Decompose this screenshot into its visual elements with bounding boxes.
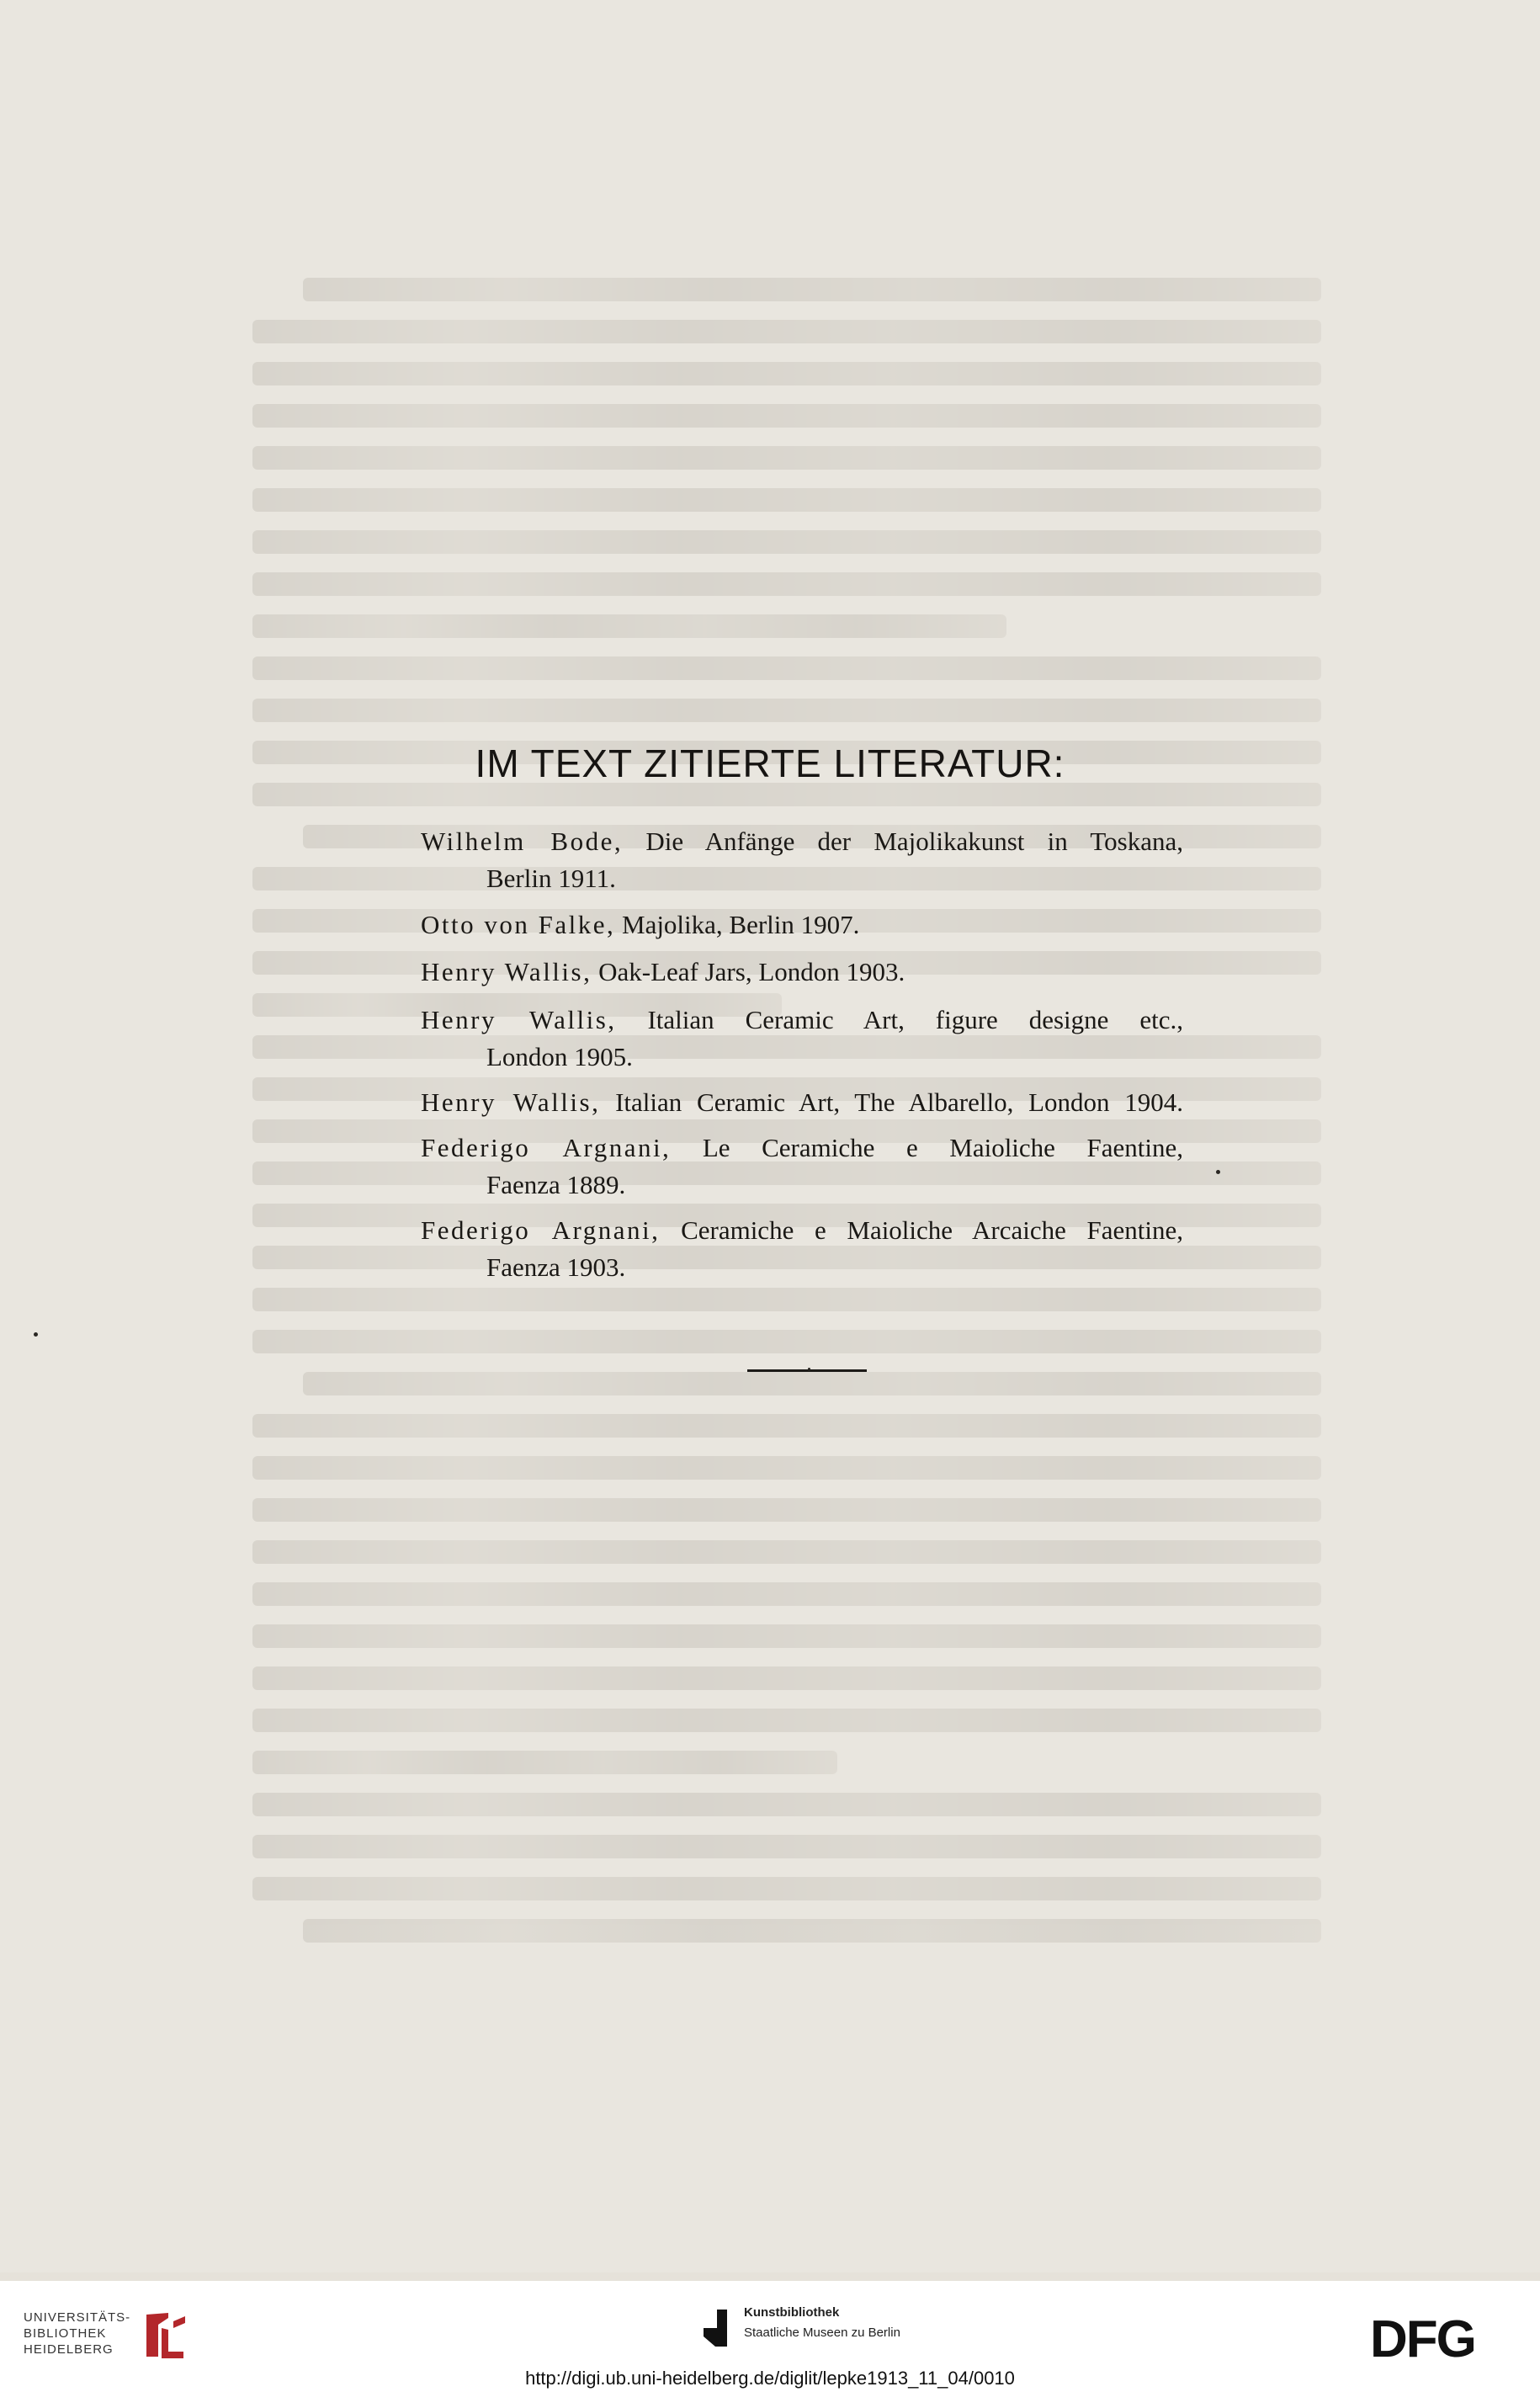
entry-title: Italian Ceramic Art, The Albarello, London 1904.	[615, 1087, 1183, 1117]
bleed-through-line	[252, 699, 1321, 722]
bleed-through-line	[252, 614, 1006, 638]
closing-rule	[747, 1369, 867, 1372]
entry-author: Otto von Falke,	[421, 910, 616, 939]
ub-heidelberg-logo-icon	[140, 2310, 190, 2362]
print-speck	[808, 1368, 810, 1370]
kunstbibliothek-subtitle: Staatliche Museen zu Berlin	[744, 2326, 900, 2340]
bleed-through-line	[252, 1582, 1321, 1606]
bleed-through-line	[252, 1709, 1321, 1732]
dfg-logo-text: DFG	[1370, 2313, 1475, 2362]
dfg-logo-icon[interactable]	[1370, 2313, 1518, 2362]
print-speck	[1216, 1170, 1220, 1174]
footer-bar	[0, 2281, 1540, 2392]
bleed-through-line	[252, 1835, 1321, 1858]
entry-title: Die Anfänge der Majolikakunst in Toskana,	[645, 827, 1183, 856]
bleed-through-line	[252, 572, 1321, 596]
entry-title: Le Ceramiche e Maioliche Faentine,	[702, 1133, 1183, 1162]
literature-entry	[421, 906, 1183, 944]
bleed-through-line	[252, 1877, 1321, 1900]
literature-entry	[421, 1212, 1183, 1286]
bleed-through-line	[252, 1624, 1321, 1648]
entry-author: Henry Wallis,	[421, 957, 592, 986]
entry-author: Wilhelm Bode,	[421, 827, 624, 856]
entry-title: Italian Ceramic Art, figure designe etc.,	[647, 1005, 1183, 1034]
bleed-through-text	[252, 278, 1321, 1978]
bleed-through-line	[252, 1666, 1321, 1690]
literature-entry	[421, 823, 1183, 897]
bleed-through-line	[252, 1540, 1321, 1564]
bleed-through-line	[252, 1498, 1321, 1522]
entry-continuation: Berlin 1911.	[486, 864, 616, 893]
entry-title: Ceramiche e Maioliche Arcaiche Faentine,	[681, 1215, 1183, 1245]
literature-entry	[421, 1002, 1183, 1076]
kunstbibliothek-logo-icon	[704, 2310, 734, 2347]
print-speck	[34, 1332, 38, 1337]
kunstbibliothek-logo[interactable]	[704, 2303, 956, 2353]
bleed-through-line	[252, 783, 1321, 806]
library-name-line: BIBLIOTHEK	[24, 2326, 107, 2341]
literature-entry	[421, 954, 1183, 991]
entry-continuation: London 1905.	[486, 1042, 633, 1071]
bleed-through-line	[303, 1919, 1321, 1943]
entry-author: Federigo Argnani,	[421, 1215, 661, 1245]
bleed-through-line	[252, 1288, 1321, 1311]
entry-title: Oak-Leaf Jars, London 1903.	[598, 957, 905, 986]
bleed-through-line	[252, 1456, 1321, 1480]
university-library-logo[interactable]	[24, 2310, 192, 2368]
bleed-through-line	[252, 1414, 1321, 1438]
entry-continuation: Faenza 1889.	[486, 1170, 626, 1199]
kunstbibliothek-title: Kunstbibliothek	[744, 2305, 840, 2320]
literature-entry	[421, 1084, 1183, 1121]
bleed-through-line	[252, 362, 1321, 385]
bleed-through-line	[252, 1793, 1321, 1816]
university-library-name	[24, 2310, 130, 2357]
library-name-line: HEIDELBERG	[24, 2342, 114, 2357]
entry-author: Henry Wallis,	[421, 1087, 601, 1117]
kunstbibliothek-text	[744, 2303, 900, 2343]
entry-author: Henry Wallis,	[421, 1005, 617, 1034]
bleed-through-line	[303, 278, 1321, 301]
entry-title: Majolika, Berlin 1907.	[622, 910, 860, 939]
bleed-through-line	[252, 488, 1321, 512]
permalink-url[interactable]: http://digi.ub.uni-heidelberg.de/diglit/lepke1913_11_04/0010	[525, 2368, 1015, 2389]
entry-author: Federigo Argnani,	[421, 1133, 672, 1162]
bleed-through-line	[303, 1372, 1321, 1395]
bleed-through-line	[252, 1330, 1321, 1353]
bleed-through-line	[252, 656, 1321, 680]
bleed-through-line	[252, 1751, 837, 1774]
bleed-through-line	[252, 530, 1321, 554]
bleed-through-line	[252, 404, 1321, 428]
literature-entry	[421, 1130, 1183, 1204]
literature-heading: IM TEXT ZITIERTE LITERATUR:	[475, 742, 1065, 785]
bleed-through-line	[252, 320, 1321, 343]
entry-continuation: Faenza 1903.	[486, 1252, 626, 1282]
library-name-line: UNIVERSITÄTS-	[24, 2310, 131, 2325]
bleed-through-line	[252, 446, 1321, 470]
